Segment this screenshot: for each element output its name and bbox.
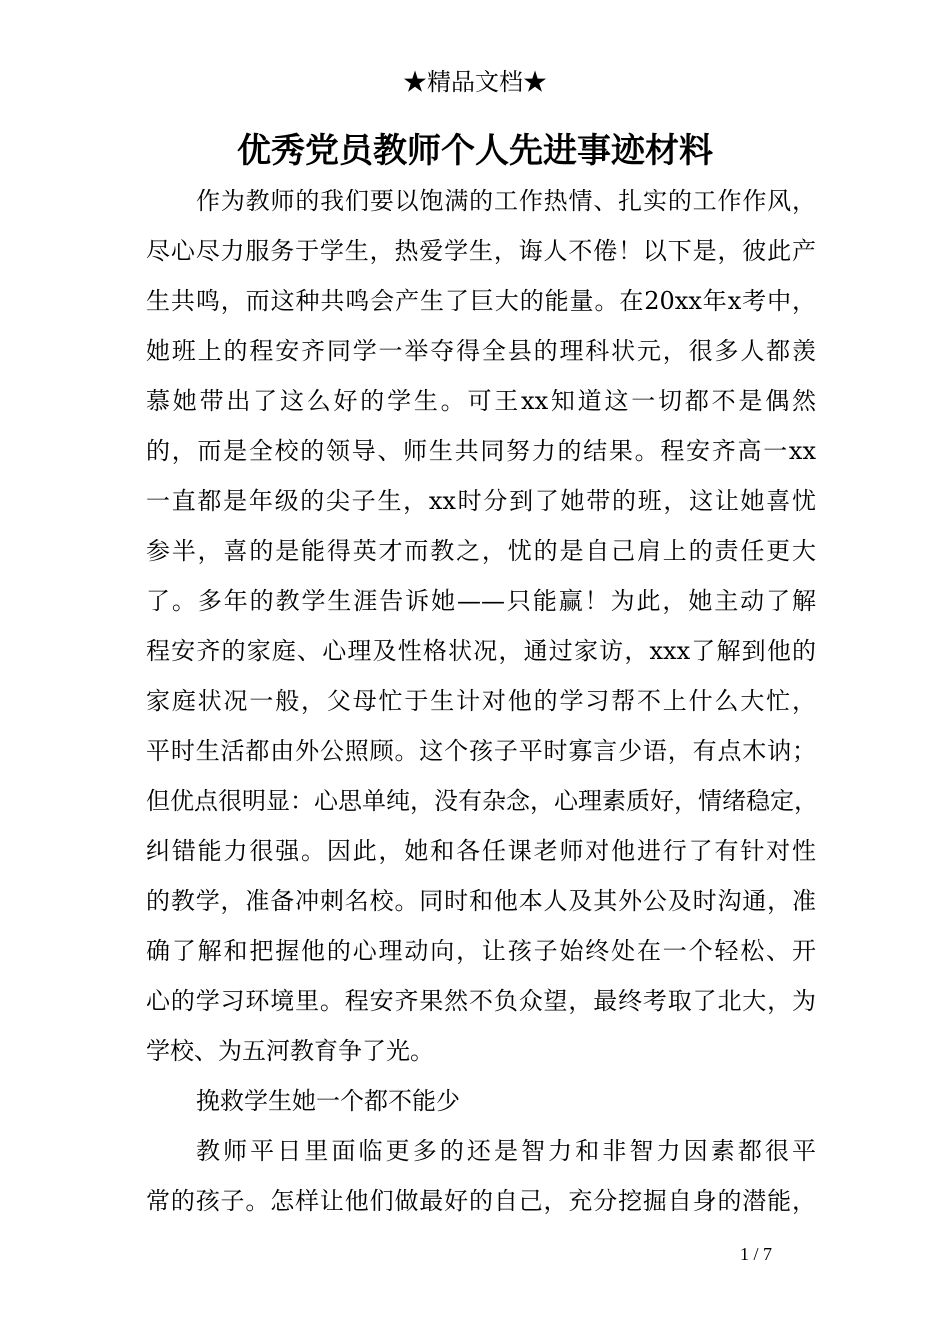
- body-line: 确了解和把握他的心理动向，让孩子始终处在一个轻松、开: [146, 937, 816, 965]
- body-line: 常的孩子。怎样让他们做最好的自己，充分挖掘自身的潜能，: [146, 1187, 816, 1215]
- body-line: 的，而是全校的领导、师生共同努力的结果。程安齐高一xx: [146, 437, 816, 465]
- body-line: 生共鸣，而这种共鸣会产生了巨大的能量。在20xx年x考中，: [146, 287, 816, 315]
- page-number: 1 / 7: [740, 1244, 773, 1264]
- document-title: 优秀党员教师个人先进事迹材料: [237, 131, 713, 171]
- body-line: 但优点很明显：心思单纯，没有杂念，心理素质好，情绪稳定，: [146, 787, 818, 815]
- body-line: 慕她带出了这么好的学生。可王xx知道这一切都不是偶然: [146, 387, 816, 415]
- body-line: 的教学，准备冲刺名校。同时和他本人及其外公及时沟通，准: [146, 887, 816, 915]
- body-line: 她班上的程安齐同学一举夺得全县的理科状元，很多人都羡: [146, 337, 816, 365]
- body-line: 家庭状况一般，父母忙于生计对他的学习帮不上什么大忙，: [146, 687, 816, 715]
- body-line: 心的学习环境里。程安齐果然不负众望，最终考取了北大，为: [146, 987, 816, 1015]
- body-line: 程安齐的家庭、心理及性格状况，通过家访，xxx了解到他的: [146, 637, 816, 665]
- section-heading: 挽救学生她一个都不能少: [196, 1087, 460, 1115]
- body-line: 纠错能力很强。因此，她和各任课老师对他进行了有针对性: [146, 837, 816, 865]
- header-mark: ★精品文档★: [403, 68, 547, 96]
- body-line: 学校、为五河教育争了光。: [146, 1037, 434, 1065]
- body-line: 作为教师的我们要以饱满的工作热情、扎实的工作作风，: [196, 187, 816, 215]
- body-line: 平时生活都由外公照顾。这个孩子平时寡言少语，有点木讷；: [146, 737, 816, 765]
- body-line: 参半，喜的是能得英才而教之，忧的是自己肩上的责任更大: [146, 537, 816, 565]
- body-line: 了。多年的教学生涯告诉她——只能赢！为此，她主动了解: [146, 587, 816, 615]
- body-line: 教师平日里面临更多的还是智力和非智力因素都很平: [196, 1137, 816, 1165]
- body-line: 一直都是年级的尖子生，xx时分到了她带的班，这让她喜忧: [146, 487, 816, 515]
- body-line: 尽心尽力服务于学生，热爱学生，诲人不倦！以下是，彼此产: [146, 237, 816, 265]
